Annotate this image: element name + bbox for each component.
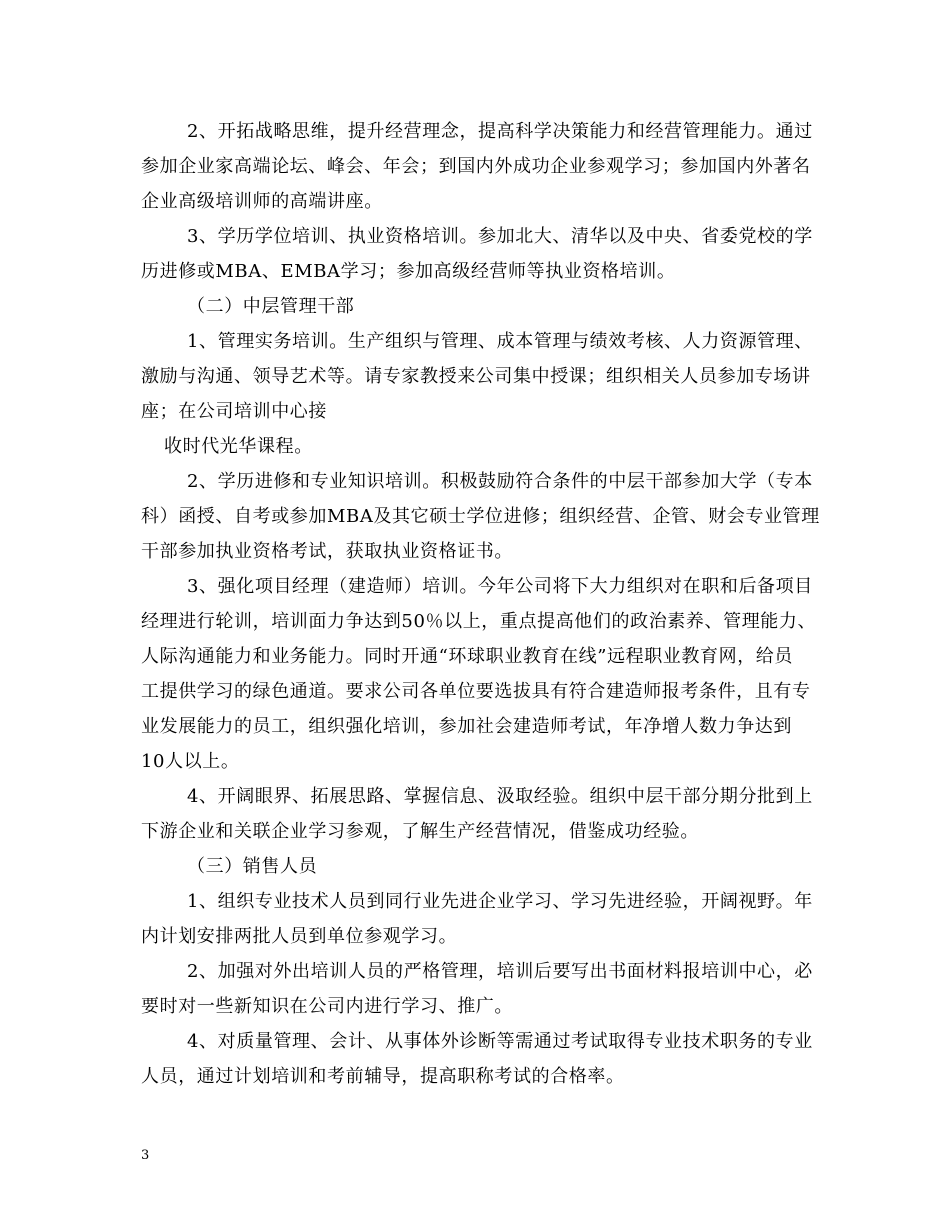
paragraph-line: 2、学历进修和专业知识培训。积极鼓励符合条件的中层干部参加大学（专本 bbox=[187, 471, 813, 492]
paragraph-line: 2、开拓战略思维，提升经营理念，提高科学决策能力和经营管理能力。通过 bbox=[187, 121, 813, 142]
paragraph-line: 经理进行轮训，培训面力争达到50％以上，重点提高他们的政治素养、管理能力、 bbox=[141, 611, 817, 632]
section-heading: （二）中层管理干部 bbox=[187, 296, 355, 317]
paragraph-line: 1、管理实务培训。生产组织与管理、成本管理与绩效考核、人力资源管理、 bbox=[187, 331, 813, 352]
paragraph-line: 激励与沟通、领导艺术等。请专家教授来公司集中授课；组织相关人员参加专场讲 bbox=[141, 366, 811, 387]
paragraph-line: 企业高级培训师的高端讲座。 bbox=[141, 191, 383, 212]
paragraph-line: 历进修或MBA、EMBA学习；参加高级经营师等执业资格培训。 bbox=[141, 261, 676, 282]
paragraph-line: 4、开阔眼界、拓展思路、掌握信息、汲取经验。组织中层干部分期分批到上 bbox=[187, 786, 813, 807]
paragraph-line: 10人以上。 bbox=[141, 751, 240, 772]
paragraph-line: 1、组织专业技术人员到同行业先进企业学习、学习先进经验，开阔视野。年 bbox=[187, 891, 813, 912]
paragraph-line: 工提供学习的绿色通道。要求公司各单位要选拔具有符合建造师报考条件，且有专 bbox=[141, 681, 811, 702]
paragraph-line: 2、加强对外出培训人员的严格管理，培训后要写出书面材料报培训中心，必 bbox=[187, 961, 813, 982]
paragraph-line: 参加企业家高端论坛、峰会、年会；到国内外成功企业参观学习；参加国内外著名 bbox=[141, 156, 811, 177]
paragraph-line: 业发展能力的员工，组织强化培训，参加社会建造师考试，年净增人数力争达到 bbox=[141, 716, 792, 737]
paragraph-line: 要时对一些新知识在公司内进行学习、推广。 bbox=[141, 996, 513, 1017]
paragraph-line: 座；在公司培训中心接 bbox=[141, 401, 327, 422]
paragraph-line: 人际沟通能力和业务能力。同时开通“环球职业教育在线”远程职业教育网，给员 bbox=[141, 646, 794, 667]
paragraph-line: 4、对质量管理、会计、从事体外诊断等需通过考试取得专业技术职务的专业 bbox=[187, 1031, 813, 1052]
paragraph-line: 科）函授、自考或参加MBA及其它硕士学位进修；组织经营、企管、财会专业管理 bbox=[141, 506, 820, 527]
paragraph-line: 下游企业和关联企业学习参观，了解生产经营情况，借鉴成功经验。 bbox=[141, 821, 699, 842]
paragraph-line: 干部参加执业资格考试，获取执业资格证书。 bbox=[141, 541, 513, 562]
paragraph-line: 3、强化项目经理（建造师）培训。今年公司将下大力组织对在职和后备项目 bbox=[187, 576, 813, 597]
paragraph-line: 人员，通过计划培训和考前辅导，提高职称考试的合格率。 bbox=[141, 1066, 625, 1087]
section-heading: （三）销售人员 bbox=[187, 856, 318, 877]
paragraph-line: 内计划安排两批人员到单位参观学习。 bbox=[141, 926, 458, 947]
paragraph-line: 3、学历学位培训、执业资格培训。参加北大、清华以及中央、省委党校的学 bbox=[187, 226, 813, 247]
paragraph-line: 收时代光华课程。 bbox=[164, 436, 313, 457]
page-number: 3 bbox=[141, 1148, 150, 1163]
